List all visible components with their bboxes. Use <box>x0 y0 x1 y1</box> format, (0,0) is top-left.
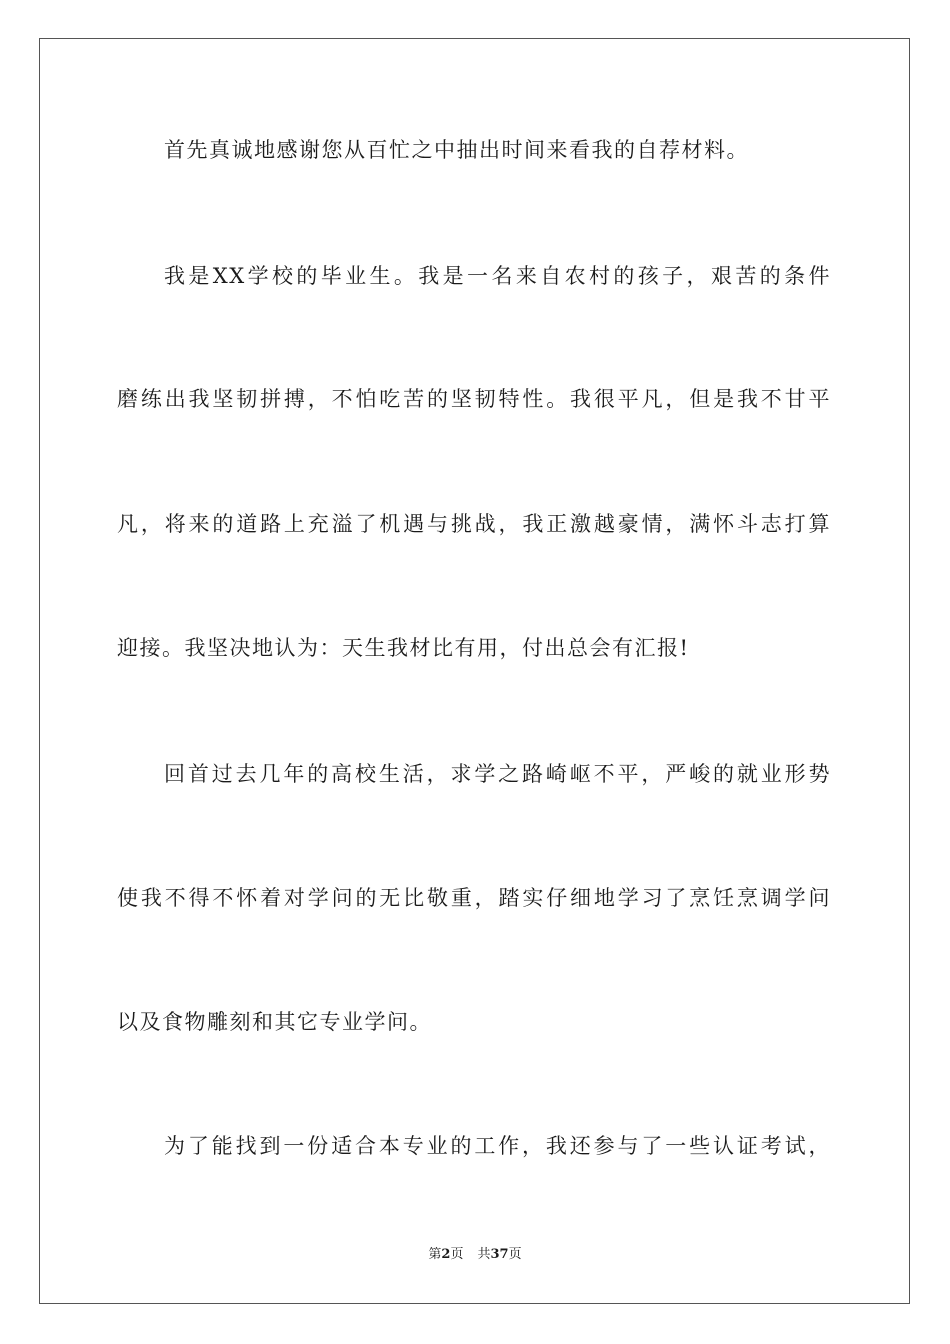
text-line: 为了能找到一份适合本专业的工作，我还参与了一些认证考试， <box>164 1134 831 1158</box>
text-line: 磨练出我坚韧拼搏，不怕吃苦的坚韧特性。我很平凡，但是我不甘平 <box>117 387 831 411</box>
text-line: 凡，将来的道路上充溢了机遇与挑战，我正激越豪情，满怀斗志打算 <box>117 512 831 536</box>
page-label-suffix: 页 <box>450 1247 464 1262</box>
page-border <box>39 38 910 1304</box>
text-line: 使我不得不怀着对学问的无比敬重，踏实仔细地学习了烹饪烹调学问 <box>117 886 831 910</box>
page-label-prefix: 第 <box>428 1247 442 1262</box>
text-line: 回首过去几年的高校生活，求学之路崎岖不平，严峻的就业形势 <box>164 762 831 786</box>
text-line: 迎接。我坚决地认为：天生我材比有用，付出总会有汇报! <box>117 636 690 660</box>
total-pages: 37 <box>490 1247 509 1262</box>
total-label-prefix: 共 <box>477 1247 491 1262</box>
total-label-suffix: 页 <box>508 1247 522 1262</box>
page-number: 2 <box>441 1247 451 1262</box>
page-footer <box>0 1245 950 1265</box>
text-line: 我是XX学校的毕业生。我是一名来自农村的孩子，艰苦的条件 <box>164 264 831 288</box>
text-line: 首先真诚地感谢您从百忙之中抽出时间来看我的自荐材料。 <box>164 138 749 162</box>
text-line: 以及食物雕刻和其它专业学问。 <box>117 1010 432 1034</box>
